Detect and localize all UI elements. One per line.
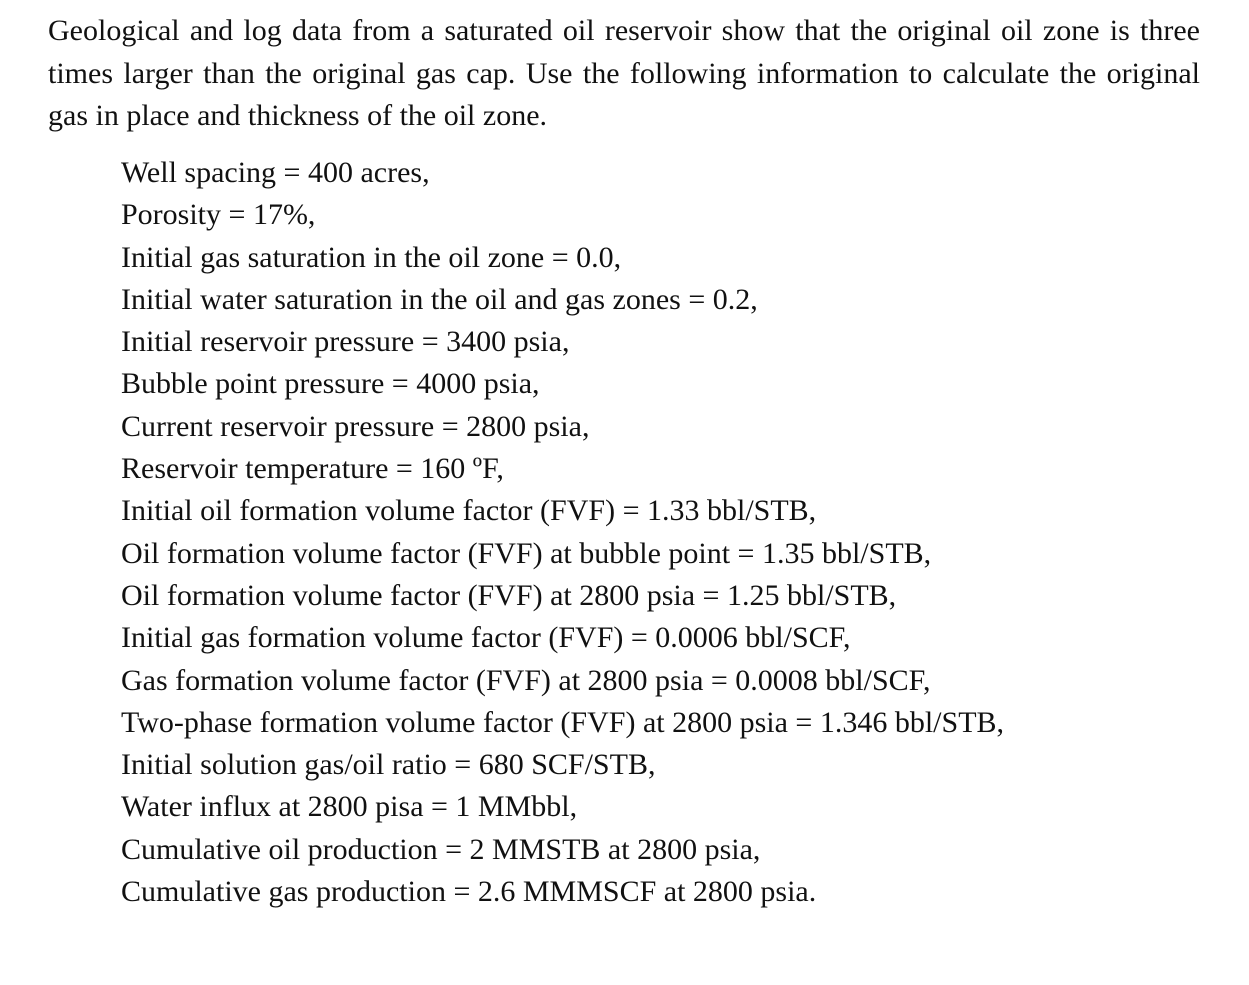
data-item-current-reservoir-pressure: Current reservoir pressure = 2800 psia, [121, 409, 590, 443]
data-item-water-influx: Water influx at 2800 pisa = 1 MMbbl, [121, 790, 578, 824]
problem-statement: Geological and log data from a saturated oil reservoir show that the original oil zone is three times larger than the original gas cap. Use the following information to calculate the original gas in place and thickness of the oil zone. [48, 14, 1200, 132]
data-item-well-spacing: Well spacing = 400 acres, [121, 156, 430, 189]
data-item-oil-fvf-2800: Oil formation volume factor (FVF) at 2800 psia = 1.25 bbl/STB, [121, 578, 897, 612]
data-item-reservoir-temperature: Reservoir temperature = 160 ºF, [121, 452, 504, 486]
data-item-initial-gas-saturation: Initial gas saturation in the oil zone = 0.0, [121, 240, 622, 274]
data-item-porosity: Porosity = 17%, [121, 198, 316, 232]
data-item-cumulative-oil-production: Cumulative oil production = 2 MMSTB at 2800 psia, [121, 832, 761, 866]
data-item-gas-fvf-2800: Gas formation volume factor (FVF) at 2800 psia = 0.0008 bbl/SCF, [121, 663, 931, 697]
data-item-bubble-point-pressure: Bubble point pressure = 4000 psia, [121, 367, 540, 401]
data-item-oil-fvf-bubble-point: Oil formation volume factor (FVF) at bubble point = 1.35 bbl/STB, [121, 536, 932, 570]
data-item-initial-solution-gor: Initial solution gas/oil ratio = 680 SCF/STB, [121, 748, 656, 782]
data-item-initial-oil-fvf: Initial oil formation volume factor (FVF) = 1.33 bbl/STB, [121, 494, 817, 528]
data-item-initial-gas-fvf: Initial gas formation volume factor (FVF) = 0.0006 bbl/SCF, [121, 621, 851, 655]
data-item-cumulative-gas-production: Cumulative gas production = 2.6 MMMSCF at 2800 psia. [121, 875, 817, 909]
data-item-initial-water-saturation: Initial water saturation in the oil and gas zones = 0.2, [121, 282, 758, 316]
given-data-list [121, 152, 1004, 913]
data-item-initial-reservoir-pressure: Initial reservoir pressure = 3400 psia, [121, 325, 570, 359]
data-item-two-phase-fvf-2800: Two-phase formation volume factor (FVF) at 2800 psia = 1.346 bbl/STB, [121, 705, 1005, 739]
